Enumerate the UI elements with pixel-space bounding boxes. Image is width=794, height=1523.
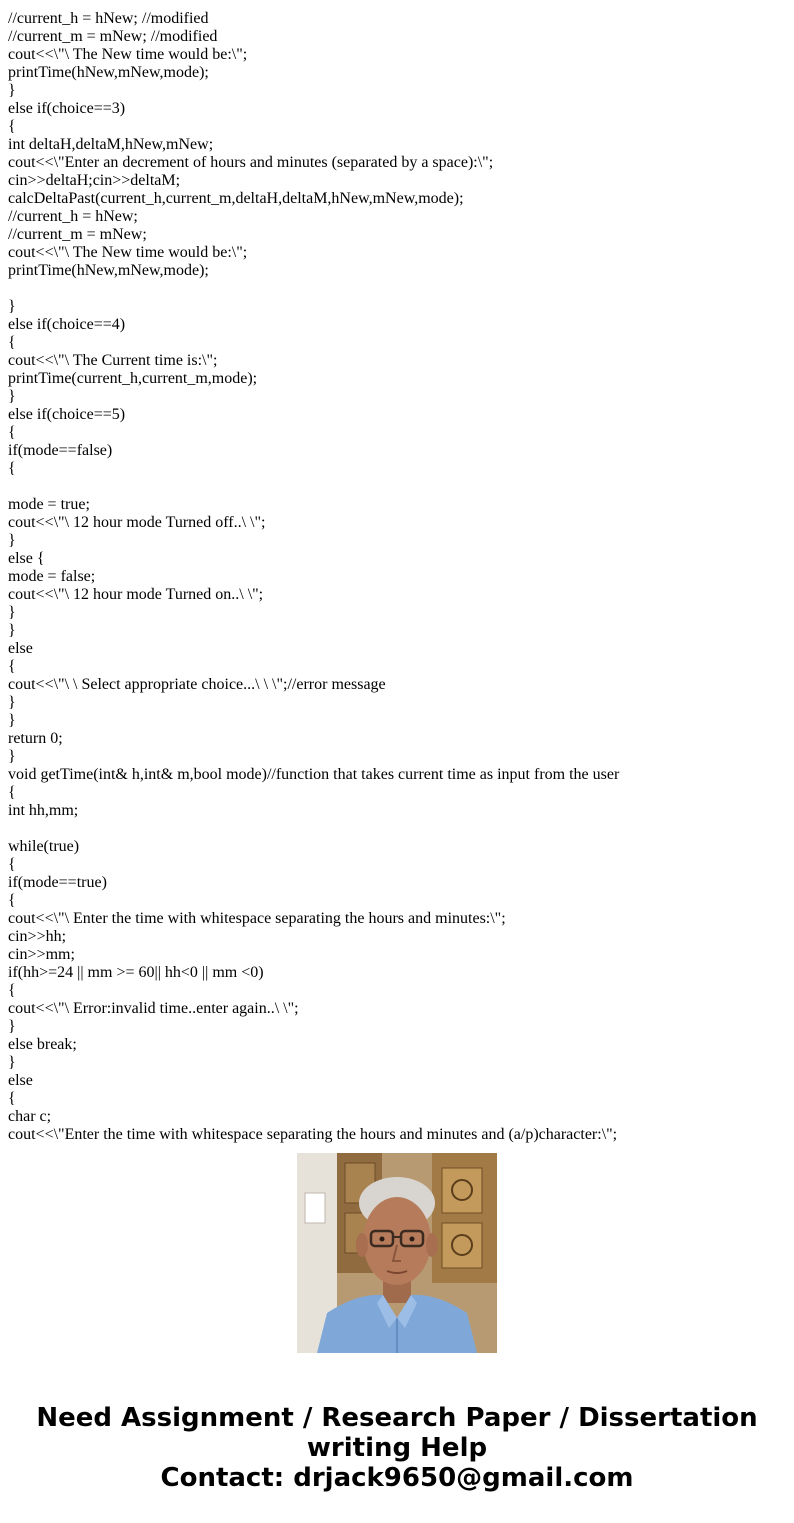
- code-line: }: [8, 694, 16, 711]
- code-line: {: [8, 334, 16, 351]
- code-line: calcDeltaPast(current_h,current_m,deltaH,deltaM,hNew,mNew,mode);: [8, 190, 464, 207]
- code-line: [8, 0, 619, 10]
- code-line: mode = true;: [8, 496, 90, 513]
- code-line: [8, 820, 619, 838]
- code-lines: [8, 0, 619, 1144]
- code-line: cin>>mm;: [8, 946, 75, 963]
- code-line: int deltaH,deltaM,hNew,mNew;: [8, 136, 214, 153]
- code-line: printTime(hNew,mNew,mode);: [8, 64, 209, 81]
- code-line: }: [8, 532, 16, 549]
- code-line: cout<<\"Enter an decrement of hours and minutes (separated by a space):\";: [8, 154, 494, 171]
- code-line: {: [8, 982, 16, 999]
- code-line: mode = false;: [8, 568, 96, 585]
- code-line: }: [8, 298, 16, 315]
- code-line: cout<<\"\ The New time would be:\";: [8, 244, 248, 261]
- code-line: }: [8, 748, 16, 765]
- code-line: {: [8, 658, 16, 675]
- code-line: cout<<\"\ 12 hour mode Turned off..\ \";: [8, 514, 266, 531]
- code-line: }: [8, 388, 16, 405]
- promo-banner: [0, 1403, 794, 1493]
- code-line: cout<<\"\ Enter the time with whitespace separating the hours and minutes:\";: [8, 910, 506, 927]
- code-listing: [8, 0, 788, 1143]
- author-avatar: [297, 1153, 497, 1353]
- code-line: cout<<\"\ 12 hour mode Turned on..\ \";: [8, 586, 264, 603]
- code-line: cin>>hh;: [8, 928, 67, 945]
- code-line: if(mode==true): [8, 874, 107, 891]
- code-line: if(mode==false): [8, 442, 113, 459]
- code-line: while(true): [8, 838, 80, 855]
- code-line: else: [8, 640, 33, 657]
- promo-line-1: Need Assignment / Research Paper / Dissertation: [36, 1403, 758, 1433]
- code-line: {: [8, 118, 16, 135]
- code-line: }: [8, 1018, 16, 1035]
- code-line: }: [8, 712, 16, 729]
- code-line: void getTime(int& h,int& m,bool mode)//function that takes current time as input from the user: [8, 766, 620, 783]
- code-line: {: [8, 1090, 16, 1107]
- code-line: int hh,mm;: [8, 802, 79, 819]
- code-line: else if(choice==3): [8, 100, 126, 117]
- code-line: {: [8, 892, 16, 909]
- code-line: if(hh>=24 || mm >= 60|| hh<0 || mm <0): [8, 964, 264, 981]
- code-line: //current_h = hNew; //modified: [8, 10, 209, 27]
- code-line: cout<<\"\ The Current time is:\";: [8, 352, 218, 369]
- code-line: [8, 478, 619, 496]
- code-line: }: [8, 622, 16, 639]
- code-line: else: [8, 1072, 33, 1089]
- code-line: {: [8, 424, 16, 441]
- code-line: }: [8, 1054, 16, 1071]
- code-line: char c;: [8, 1108, 52, 1125]
- code-line: printTime(current_h,current_m,mode);: [8, 370, 258, 387]
- code-line: //current_m = mNew; //modified: [8, 28, 218, 45]
- promo-contact-line: Contact: drjack9650@gmail.com: [160, 1463, 634, 1493]
- code-line: }: [8, 82, 16, 99]
- code-line: cout<<\"\ Error:invalid time..enter again..\ \";: [8, 1000, 299, 1017]
- code-line: }: [8, 604, 16, 621]
- code-line: {: [8, 460, 16, 477]
- code-line: cout<<\"\ \ Select appropriate choice...\ \ \";//error message: [8, 676, 386, 693]
- code-line: {: [8, 856, 16, 873]
- code-line: {: [8, 784, 16, 801]
- code-line: cout<<\"Enter the time with whitespace separating the hours and minutes and (a/p)character:\";: [8, 1126, 618, 1143]
- code-line: [8, 280, 619, 298]
- promo-line-2: writing Help: [306, 1433, 488, 1463]
- code-line: cout<<\"\ The New time would be:\";: [8, 46, 248, 63]
- code-line: else if(choice==5): [8, 406, 126, 423]
- code-line: //current_m = mNew;: [8, 226, 147, 243]
- code-line: else if(choice==4): [8, 316, 126, 333]
- code-line: else {: [8, 550, 45, 567]
- code-line: cin>>deltaH;cin>>deltaM;: [8, 172, 181, 189]
- code-line: else break;: [8, 1036, 77, 1053]
- author-photo: [297, 1153, 497, 1353]
- code-line: return 0;: [8, 730, 63, 747]
- code-line: //current_h = hNew;: [8, 208, 138, 225]
- code-line: printTime(hNew,mNew,mode);: [8, 262, 209, 279]
